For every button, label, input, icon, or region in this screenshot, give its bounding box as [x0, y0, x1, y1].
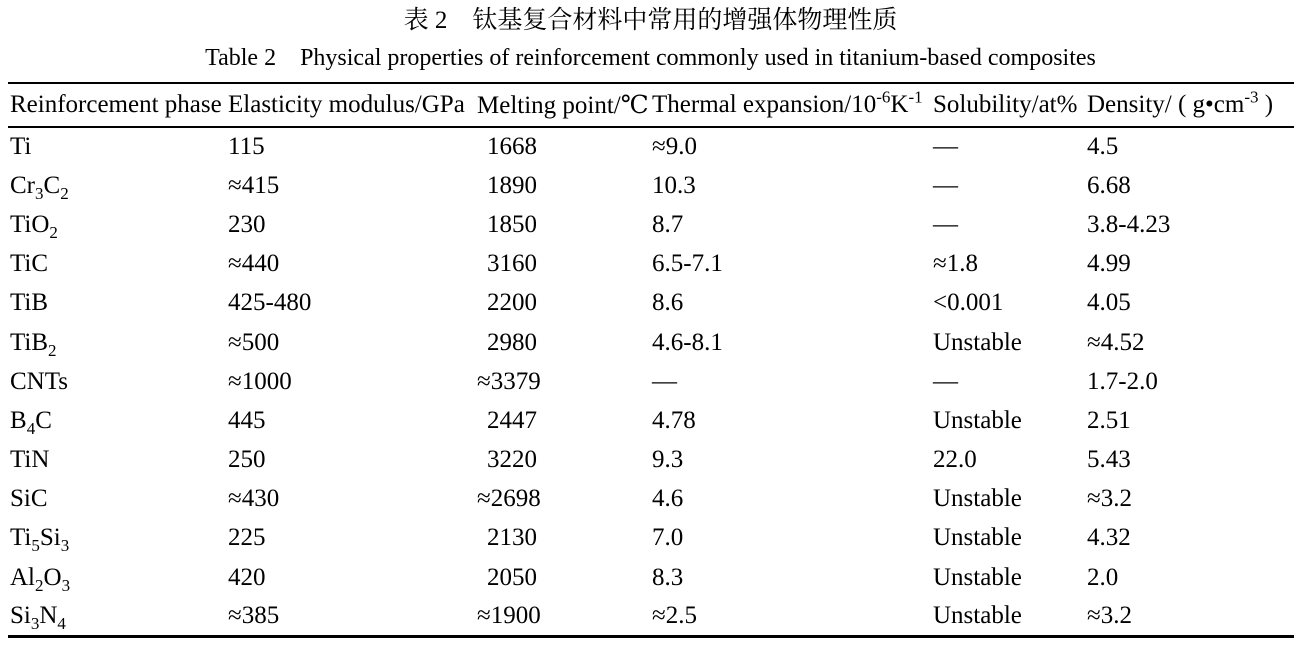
- cell-density: ≈3.2: [1087, 485, 1132, 513]
- cell-melting: 3160: [487, 250, 537, 278]
- cell-melting: 2130: [487, 524, 537, 552]
- cell-density: 2.51: [1087, 406, 1131, 434]
- cell-modulus: ≈440: [228, 250, 280, 278]
- cell-melting: ≈1900: [477, 602, 541, 630]
- cell-thermal: 8.7: [652, 210, 684, 238]
- cell-solubility: Unstable: [933, 328, 1022, 356]
- cell-phase: TiC: [10, 250, 49, 278]
- cell-density: 5.43: [1087, 446, 1131, 474]
- table-body: [8, 127, 1294, 636]
- table-row: [8, 166, 1294, 205]
- cell-melting: 2050: [487, 563, 537, 591]
- cell-solubility: —: [933, 133, 958, 161]
- cell-thermal: 4.6-8.1: [652, 328, 723, 356]
- table-row: [8, 323, 1294, 362]
- cell-density: 4.05: [1087, 289, 1131, 317]
- cell-solubility: Unstable: [933, 563, 1022, 591]
- cell-density: 3.8-4.23: [1087, 210, 1171, 238]
- cell-density: ≈4.52: [1087, 328, 1145, 356]
- cell-solubility: 22.0: [933, 446, 977, 474]
- cell-thermal: —: [652, 367, 677, 395]
- cell-modulus: 425-480: [228, 289, 312, 317]
- cell-phase: SiC: [10, 485, 48, 513]
- cell-thermal: 7.0: [652, 524, 684, 552]
- cell-phase: $Al_2O_3$: [10, 563, 71, 595]
- properties-table: [8, 82, 1294, 638]
- cell-density: 4.32: [1087, 524, 1131, 552]
- cell-modulus: ≈415: [228, 171, 280, 199]
- cell-modulus: ≈500: [228, 328, 280, 356]
- cell-melting: 2447: [487, 406, 537, 434]
- cell-thermal: 10.3: [652, 171, 696, 199]
- cell-solubility: Unstable: [933, 524, 1022, 552]
- table-row: [8, 519, 1294, 558]
- cell-solubility: —: [933, 210, 958, 238]
- header-row: [8, 83, 1294, 127]
- cell-phase: $Si_3N_4$: [10, 602, 66, 634]
- cell-modulus: 420: [228, 563, 266, 591]
- table-caption-en: Table 2 Physical properties of reinforcement commonly used in titanium-based composites: [205, 45, 1096, 71]
- cell-thermal: 8.3: [652, 563, 684, 591]
- cell-modulus: ≈385: [228, 602, 280, 630]
- cell-solubility: —: [933, 367, 958, 395]
- cell-phase: CNTs: [10, 367, 68, 395]
- cell-solubility: Unstable: [933, 602, 1022, 630]
- cell-melting: 2200: [487, 289, 537, 317]
- column-header-modulus: Elasticity modulus/GPa: [228, 91, 465, 118]
- cell-melting: 2980: [487, 328, 537, 356]
- table-row: [8, 127, 1294, 166]
- column-header-thermal: Thermal expansion/$10^{-6}K^{-1}$: [652, 87, 923, 118]
- table-row: [8, 480, 1294, 519]
- cell-solubility: <0.001: [933, 289, 1004, 317]
- cell-thermal: 6.5-7.1: [652, 250, 723, 278]
- column-header-density: Density/ ( $g•cm^{-3}$ ): [1087, 87, 1274, 118]
- cell-density: 6.68: [1087, 171, 1131, 199]
- cell-modulus: ≈1000: [228, 367, 292, 395]
- cell-density: 2.0: [1087, 563, 1119, 591]
- table-row: [8, 401, 1294, 440]
- table-caption-zh: 表 2 钛基复合材料中常用的增强体物理性质: [403, 7, 898, 34]
- cell-phase: TiN: [10, 446, 50, 474]
- cell-solubility: —: [933, 171, 958, 199]
- cell-thermal: ≈2.5: [652, 602, 697, 630]
- cell-thermal: 8.6: [652, 289, 684, 317]
- table-row: [8, 597, 1294, 636]
- cell-thermal: 4.6: [652, 485, 684, 513]
- cell-phase: $B_4C$: [10, 406, 52, 438]
- cell-thermal: 9.3: [652, 446, 684, 474]
- table-row: [8, 558, 1294, 597]
- cell-phase: TiB$_2$: [10, 328, 57, 360]
- cell-melting: ≈3379: [477, 367, 541, 395]
- cell-solubility: Unstable: [933, 485, 1022, 513]
- cell-modulus: 115: [228, 133, 265, 161]
- cell-phase: Ti: [10, 133, 32, 161]
- cell-melting: 1890: [487, 171, 537, 199]
- cell-modulus: 230: [228, 210, 266, 238]
- cell-density: 1.7-2.0: [1087, 367, 1158, 395]
- column-header-phase: Reinforcement phase: [10, 91, 222, 118]
- cell-density: ≈3.2: [1087, 602, 1132, 630]
- cell-phase: TiO$_2$: [10, 210, 58, 242]
- cell-solubility: ≈1.8: [933, 250, 978, 278]
- table-row: [8, 362, 1294, 401]
- cell-thermal: 4.78: [652, 406, 696, 434]
- table-row: [8, 245, 1294, 284]
- cell-phase: $Cr_3C_2$: [10, 171, 69, 203]
- cell-modulus: 250: [228, 446, 266, 474]
- cell-melting: 1850: [487, 210, 537, 238]
- column-header-melting: Melting point/℃: [477, 92, 649, 119]
- cell-solubility: Unstable: [933, 406, 1022, 434]
- cell-density: 4.5: [1087, 133, 1119, 161]
- cell-modulus: ≈430: [228, 485, 280, 513]
- cell-thermal: ≈9.0: [652, 133, 697, 161]
- cell-phase: TiB: [10, 289, 49, 317]
- cell-density: 4.99: [1087, 250, 1131, 278]
- cell-melting: ≈2698: [477, 485, 541, 513]
- cell-phase: $Ti_5Si_3$: [10, 524, 70, 556]
- cell-melting: 3220: [487, 446, 537, 474]
- cell-modulus: 445: [228, 406, 266, 434]
- table-row: [8, 284, 1294, 323]
- column-header-solubility: Solubility/at%: [933, 91, 1078, 118]
- cell-melting: 1668: [487, 133, 537, 161]
- cell-modulus: 225: [228, 524, 266, 552]
- table-row: [8, 205, 1294, 244]
- table-row: [8, 441, 1294, 480]
